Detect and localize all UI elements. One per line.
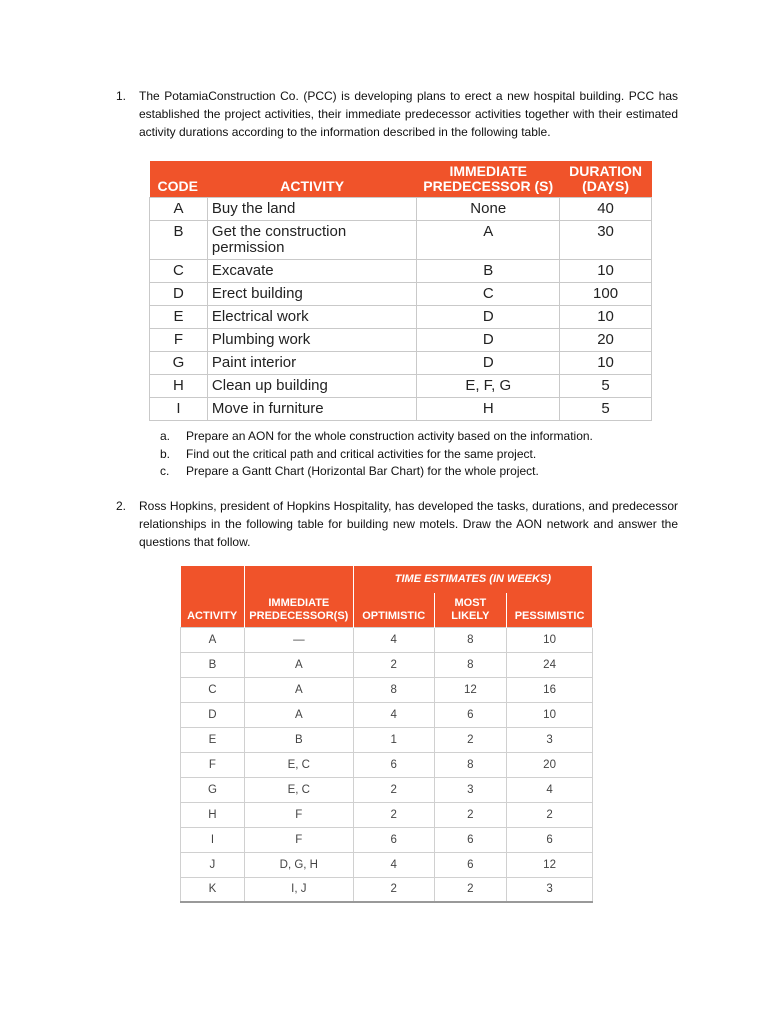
cell-duration: 30: [560, 221, 652, 260]
cell-activity: H: [181, 802, 245, 827]
cell-most-likely: 3: [434, 777, 507, 802]
cell-predecessor: H: [417, 398, 560, 421]
cell-activity: D: [181, 702, 245, 727]
cell-code: E: [150, 306, 208, 329]
cell-optimistic: 4: [353, 852, 434, 877]
subquestion: [160, 463, 593, 481]
cell-activity: Clean up building: [207, 375, 416, 398]
cell-predecessor: C: [417, 283, 560, 306]
cell-predecessor: D: [417, 306, 560, 329]
cell-predecessors: E, C: [244, 777, 353, 802]
subquestions: [160, 428, 593, 481]
cell-predecessors: F: [244, 827, 353, 852]
cell-most-likely: 2: [434, 727, 507, 752]
cell-duration: 10: [560, 260, 652, 283]
cell-optimistic: 6: [353, 752, 434, 777]
cell-activity: C: [181, 677, 245, 702]
cell-predecessor: A: [417, 221, 560, 260]
cell-optimistic: 2: [353, 652, 434, 677]
cell-code: C: [150, 260, 208, 283]
cell-activity: Paint interior: [207, 352, 416, 375]
cell-predecessors: A: [244, 702, 353, 727]
cell-duration: 100: [560, 283, 652, 306]
cell-duration: 10: [560, 352, 652, 375]
cell-duration: 40: [560, 198, 652, 221]
table-row: [181, 802, 593, 827]
question-number: 2.: [116, 499, 127, 513]
cell-duration: 5: [560, 398, 652, 421]
table-row: [181, 677, 593, 702]
question-1: [116, 87, 678, 141]
header-row: [150, 161, 652, 198]
cell-most-likely: 6: [434, 852, 507, 877]
cell-most-likely: 8: [434, 752, 507, 777]
subquestion: [160, 428, 593, 446]
header-activity: ACTIVITY: [207, 161, 416, 198]
cell-activity: I: [181, 827, 245, 852]
header-optimistic: OPTIMISTIC: [353, 593, 434, 627]
header-most-likely: MOST LIKELY: [434, 593, 507, 627]
table-row: [150, 306, 652, 329]
cell-pessimistic: 10: [507, 627, 593, 652]
table-row: [150, 260, 652, 283]
cell-pessimistic: 2: [507, 802, 593, 827]
cell-code: H: [150, 375, 208, 398]
cell-optimistic: 6: [353, 827, 434, 852]
cell-pessimistic: 16: [507, 677, 593, 702]
cell-optimistic: 8: [353, 677, 434, 702]
question-text: Ross Hopkins, president of Hopkins Hospitality, has developed the tasks, durations, and predecessor relationships in the following table for building new motels. Draw the AON network and answer the questions that follow.: [139, 499, 678, 549]
cell-predecessors: B: [244, 727, 353, 752]
cell-code: G: [150, 352, 208, 375]
header-predecessors: IMMEDIATE PREDECESSOR(S): [244, 566, 353, 627]
table-row: [181, 777, 593, 802]
cell-optimistic: 2: [353, 802, 434, 827]
cell-predecessors: D, G, H: [244, 852, 353, 877]
cell-duration: 10: [560, 306, 652, 329]
header-duration: DURATION (DAYS): [560, 161, 652, 198]
cell-predecessors: F: [244, 802, 353, 827]
question-text: The PotamiaConstruction Co. (PCC) is developing plans to erect a new hospital building. PCC has established the project activities, their immediate predecessor activities together with their estimated activity durations according to the information described in the following table.: [139, 89, 678, 139]
table-row: [150, 352, 652, 375]
cell-code: F: [150, 329, 208, 352]
cell-most-likely: 12: [434, 677, 507, 702]
cell-pessimistic: 3: [507, 877, 593, 902]
subquestion-text: Find out the critical path and critical activities for the same project.: [186, 446, 537, 461]
cell-most-likely: 2: [434, 877, 507, 902]
cell-activity: Erect building: [207, 283, 416, 306]
table-row: [150, 221, 652, 260]
cell-pessimistic: 12: [507, 852, 593, 877]
table-row: [150, 329, 652, 352]
table-row: [181, 877, 593, 902]
cell-most-likely: 6: [434, 827, 507, 852]
header-code: CODE: [150, 161, 208, 198]
cell-activity: Move in furniture: [207, 398, 416, 421]
cell-predecessor: E, F, G: [417, 375, 560, 398]
header-activity: ACTIVITY: [181, 566, 245, 627]
cell-optimistic: 4: [353, 627, 434, 652]
table-row: [181, 827, 593, 852]
cell-duration: 5: [560, 375, 652, 398]
cell-optimistic: 2: [353, 877, 434, 902]
activity-table-1: [149, 161, 652, 421]
subquestion-label: a.: [160, 429, 171, 443]
cell-activity: F: [181, 752, 245, 777]
cell-predecessor: D: [417, 352, 560, 375]
cell-pessimistic: 20: [507, 752, 593, 777]
table-row: [150, 283, 652, 306]
table-row: [181, 627, 593, 652]
cell-code: D: [150, 283, 208, 306]
cell-predecessors: E, C: [244, 752, 353, 777]
cell-code: A: [150, 198, 208, 221]
cell-activity: J: [181, 852, 245, 877]
cell-most-likely: 8: [434, 652, 507, 677]
cell-code: B: [150, 221, 208, 260]
cell-pessimistic: 3: [507, 727, 593, 752]
cell-activity: Buy the land: [207, 198, 416, 221]
cell-pessimistic: 24: [507, 652, 593, 677]
cell-optimistic: 4: [353, 702, 434, 727]
subquestion-label: b.: [160, 446, 171, 461]
question-number: 1.: [116, 89, 127, 103]
cell-activity: Electrical work: [207, 306, 416, 329]
table-row: [150, 375, 652, 398]
cell-optimistic: 2: [353, 777, 434, 802]
cell-duration: 20: [560, 329, 652, 352]
cell-activity: B: [181, 652, 245, 677]
cell-pessimistic: 4: [507, 777, 593, 802]
table-row: [150, 398, 652, 421]
cell-activity: G: [181, 777, 245, 802]
cell-predecessors: —: [244, 627, 353, 652]
header-pessimistic: PESSIMISTIC: [507, 593, 593, 627]
cell-predecessors: A: [244, 677, 353, 702]
cell-activity: K: [181, 877, 245, 902]
cell-activity: A: [181, 627, 245, 652]
table-row: [150, 198, 652, 221]
subquestion-label: c.: [160, 464, 170, 478]
table-row: [181, 727, 593, 752]
subquestion: [160, 446, 593, 464]
question-2: [116, 497, 678, 551]
cell-most-likely: 8: [434, 627, 507, 652]
table-row: [181, 652, 593, 677]
cell-code: I: [150, 398, 208, 421]
table-row: [181, 702, 593, 727]
cell-pessimistic: 6: [507, 827, 593, 852]
cell-predecessor: D: [417, 329, 560, 352]
cell-activity: Plumbing work: [207, 329, 416, 352]
activity-table-2: [180, 566, 593, 903]
cell-predecessors: I, J: [244, 877, 353, 902]
table-row: [181, 852, 593, 877]
cell-predecessor: B: [417, 260, 560, 283]
cell-activity: E: [181, 727, 245, 752]
cell-predecessor: None: [417, 198, 560, 221]
table-row: [181, 752, 593, 777]
cell-most-likely: 6: [434, 702, 507, 727]
cell-activity: Excavate: [207, 260, 416, 283]
cell-activity: Get the construction permission: [207, 221, 416, 260]
cell-most-likely: 2: [434, 802, 507, 827]
header-predecessor: IMMEDIATE PREDECESSOR (S): [417, 161, 560, 198]
subquestion-text: Prepare a Gantt Chart (Horizontal Bar Chart) for the whole project.: [186, 464, 539, 478]
cell-pessimistic: 10: [507, 702, 593, 727]
cell-predecessors: A: [244, 652, 353, 677]
cell-optimistic: 1: [353, 727, 434, 752]
subquestion-text: Prepare an AON for the whole construction activity based on the information.: [186, 429, 593, 443]
header-time-estimates: TIME ESTIMATES (IN WEEKS): [353, 566, 592, 593]
